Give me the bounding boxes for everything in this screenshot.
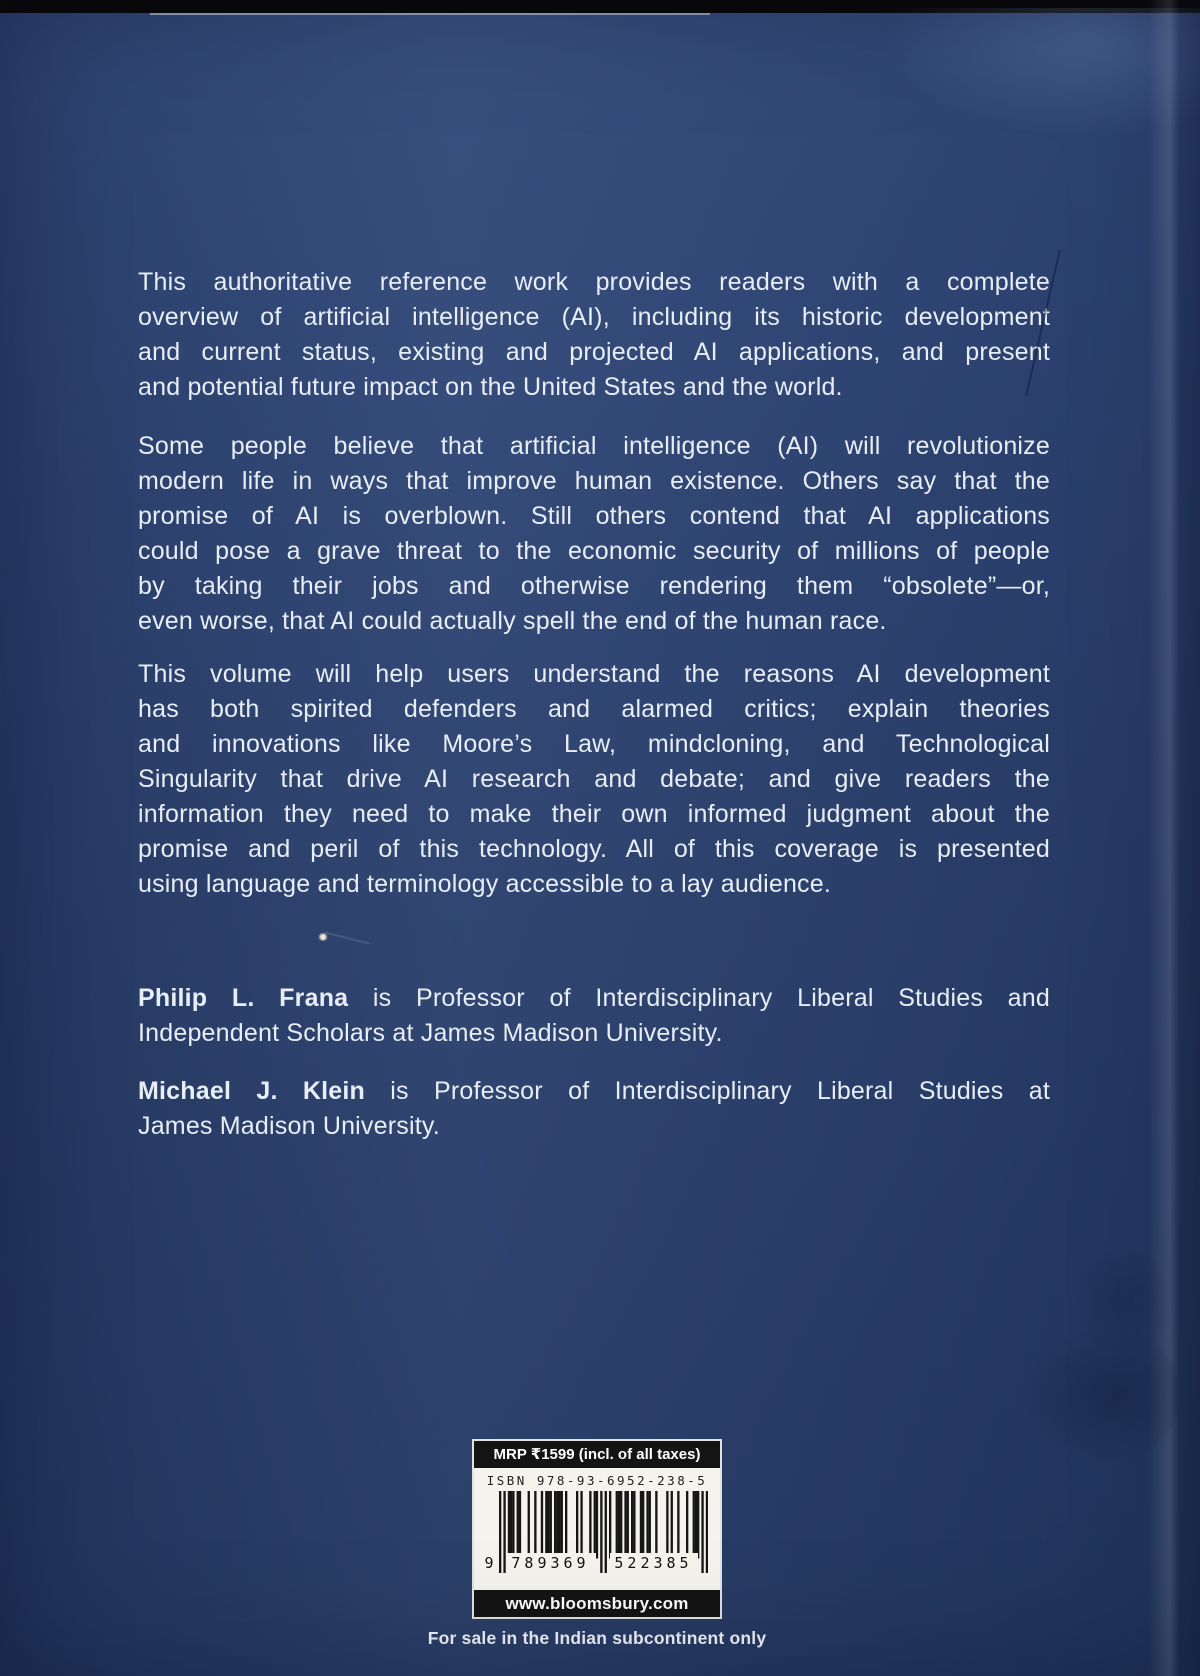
text-line: and current status, existing and projected AI applications, and present xyxy=(138,338,1050,366)
smudge-mark xyxy=(1070,1240,1180,1360)
bio-text: is Professor of Interdisciplinary Liberal Studies at xyxy=(365,1077,1051,1105)
text-line: has both spirited defenders and alarmed critics; explain theories xyxy=(138,695,1050,723)
blurb-paragraph-3 xyxy=(138,657,1050,902)
text-line: overview of artificial intelligence (AI), including its historic development xyxy=(138,303,1050,331)
author-name: Michael J. Klein xyxy=(138,1077,366,1105)
barcode xyxy=(484,1491,708,1573)
author-bio-klein xyxy=(138,1074,1050,1144)
website-bar xyxy=(474,1590,720,1617)
sale-note: For sale in the Indian subcontinent only xyxy=(427,1628,767,1648)
text-line: promise and peril of this technology. All of this coverage is presented xyxy=(138,835,1050,863)
barcode-digits-left: 789369 xyxy=(506,1553,596,1573)
bio-line: James Madison University. xyxy=(138,1112,440,1140)
blurb-paragraph-2 xyxy=(138,429,1050,639)
paper-speck xyxy=(318,933,328,941)
author-name: Philip L. Frana xyxy=(138,984,349,1012)
text-line: and potential future impact on the United States and the world. xyxy=(138,373,843,401)
isbn-label: ISBN 978-93-6952-238-5 xyxy=(486,1473,708,1488)
barcode-digits-right: 522385 xyxy=(610,1553,698,1573)
text-line: by taking their jobs and otherwise rendering them “obsolete”—or, xyxy=(138,572,1050,600)
text-line: using language and terminology accessible to a lay audience. xyxy=(138,870,832,898)
text-line: and innovations like Moore’s Law, mindcloning, and Technological xyxy=(138,730,1050,758)
text-line: Singularity that drive AI research and debate; and give readers the xyxy=(138,765,1050,793)
text-line: could pose a grave threat to the economic security of millions of people xyxy=(138,537,1050,565)
website-label: www.bloomsbury.com xyxy=(505,1594,689,1613)
price-barcode-box xyxy=(472,1439,722,1619)
bio-text: is Professor of Interdisciplinary Liberal Studies and xyxy=(348,984,1050,1012)
text-line: This volume will help users understand the reasons AI development xyxy=(138,660,1050,688)
mrp-label: MRP ₹1599 (incl. of all taxes) xyxy=(493,1446,701,1463)
bio-line xyxy=(138,1074,1050,1109)
text-line: Some people believe that artificial intelligence (AI) will revolutionize xyxy=(138,432,1050,460)
barcode-digit-first: 9 xyxy=(484,1554,494,1572)
bio-line: Independent Scholars at James Madison University. xyxy=(138,1019,723,1047)
bio-line xyxy=(138,981,1050,1016)
author-bio-frana xyxy=(138,981,1050,1051)
text-line: information they need to make their own informed judgment about the xyxy=(138,800,1050,828)
text-line: This authoritative reference work provides readers with a complete xyxy=(138,268,1050,296)
blurb-paragraph-1 xyxy=(138,265,1050,405)
pen-mark xyxy=(478,1145,544,1272)
text-line: promise of AI is overblown. Still others contend that AI applications xyxy=(138,502,1050,530)
mrp-bar xyxy=(474,1441,720,1468)
text-line: modern life in ways that improve human existence. Others say that the xyxy=(138,467,1050,495)
text-line: even worse, that AI could actually spell the end of the human race. xyxy=(138,607,887,635)
barcode-panel xyxy=(474,1468,720,1590)
